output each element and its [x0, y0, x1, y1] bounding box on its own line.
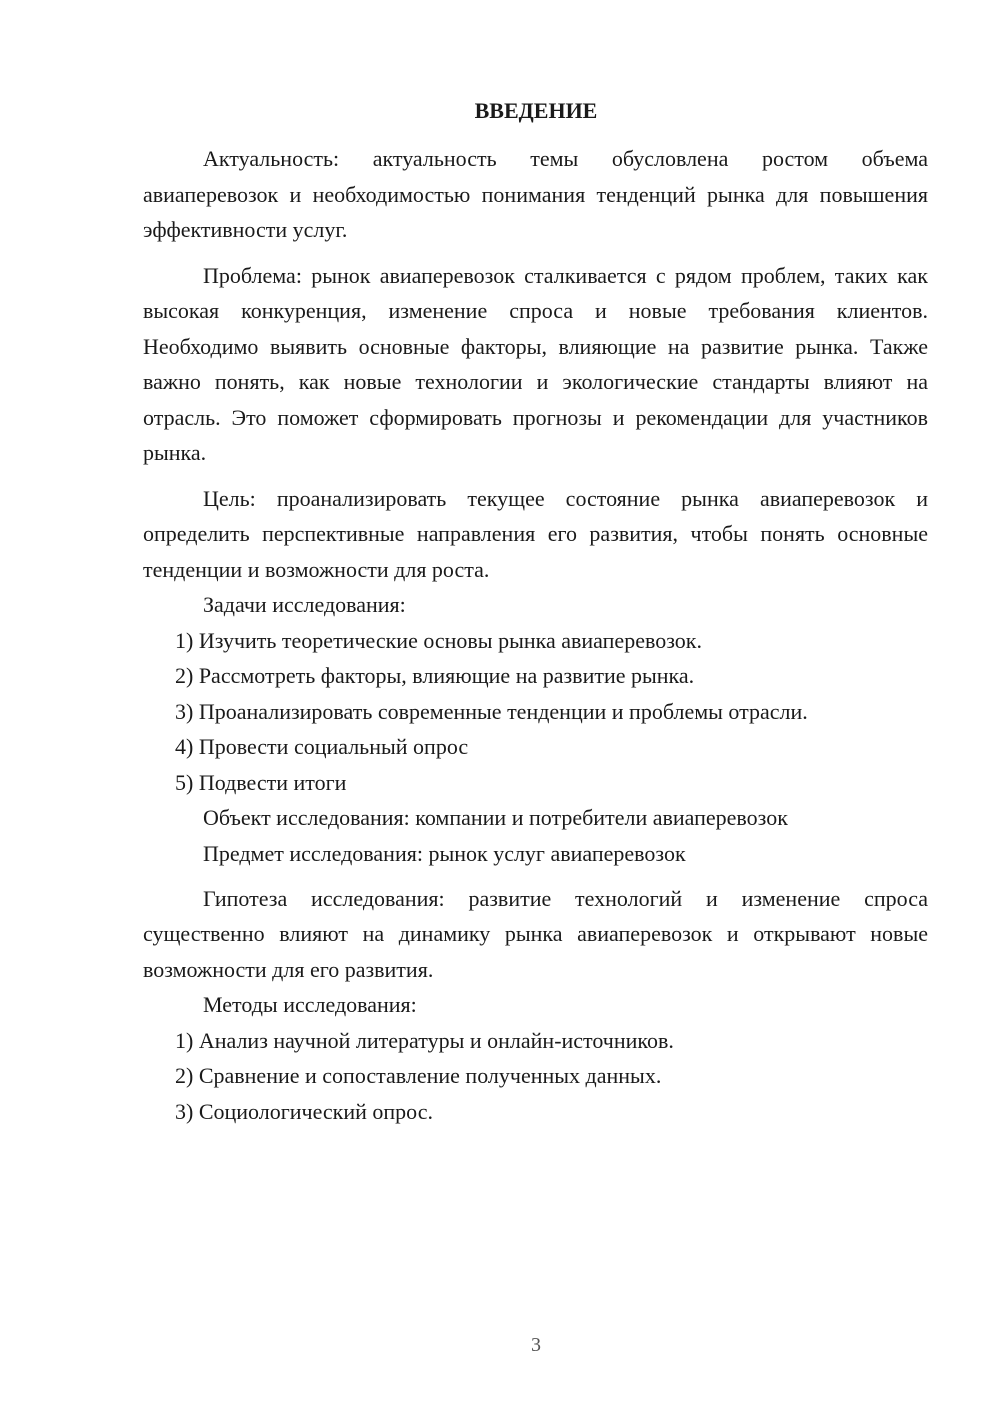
- method-item: 2) Сравнение и сопоставление полученных данных.: [175, 1063, 662, 1088]
- goal-paragraph: Цель: проанализировать текущее состояние рынка авиаперевозок и определить перспективные направления его развития, чтобы понять основные тенденции и возможности для роста.: [143, 485, 928, 582]
- object-line: Объект исследования: компании и потребители авиаперевозок: [203, 805, 788, 830]
- task-item: 5) Подвести итоги: [175, 769, 347, 795]
- problem-paragraph: Проблема: рынок авиаперевозок сталкивается с рядом проблем, таких как высокая конкуренция, изменение спроса и новые требования клиентов. Необходимо выявить основные факторы, влияющие на развитие рынка. Также важно понять, как новые технологии и экологические стандарты влияют на отрасль. Это поможет сформировать прогнозы и рекомендации для участников рынка.: [143, 262, 928, 465]
- task-item: 2) Рассмотреть факторы, влияющие на развитие рынка.: [175, 663, 695, 688]
- hypothesis-paragraph: Гипотеза исследования: развитие технологий и изменение спроса существенно влияют на динамику рынка авиаперевозок и открывают новые возможности для его развития.: [143, 885, 928, 982]
- section-heading: ВВЕДЕНИЕ: [474, 98, 598, 123]
- method-item: 1) Анализ научной литературы и онлайн-источников.: [175, 1027, 674, 1053]
- methods-heading: Методы исследования:: [203, 992, 417, 1017]
- subject-line: Предмет исследования: рынок услуг авиаперевозок: [203, 840, 686, 866]
- tasks-heading: Задачи исследования:: [203, 592, 406, 617]
- task-item: 4) Провести социальный опрос: [175, 734, 469, 759]
- document-body: [143, 141, 928, 1129]
- page-number: 3: [531, 1334, 541, 1356]
- relevance-paragraph: Актуальность: актуальность темы обусловлена ростом объема авиаперевозок и необходимостью понимания тенденций рынка для повышения эффективности услуг.: [143, 146, 928, 242]
- task-item: 3) Проанализировать современные тенденции и проблемы отрасли.: [175, 698, 808, 724]
- task-item: 1) Изучить теоретические основы рынка авиаперевозок.: [175, 627, 702, 653]
- method-item: 3) Социологический опрос.: [175, 1098, 433, 1124]
